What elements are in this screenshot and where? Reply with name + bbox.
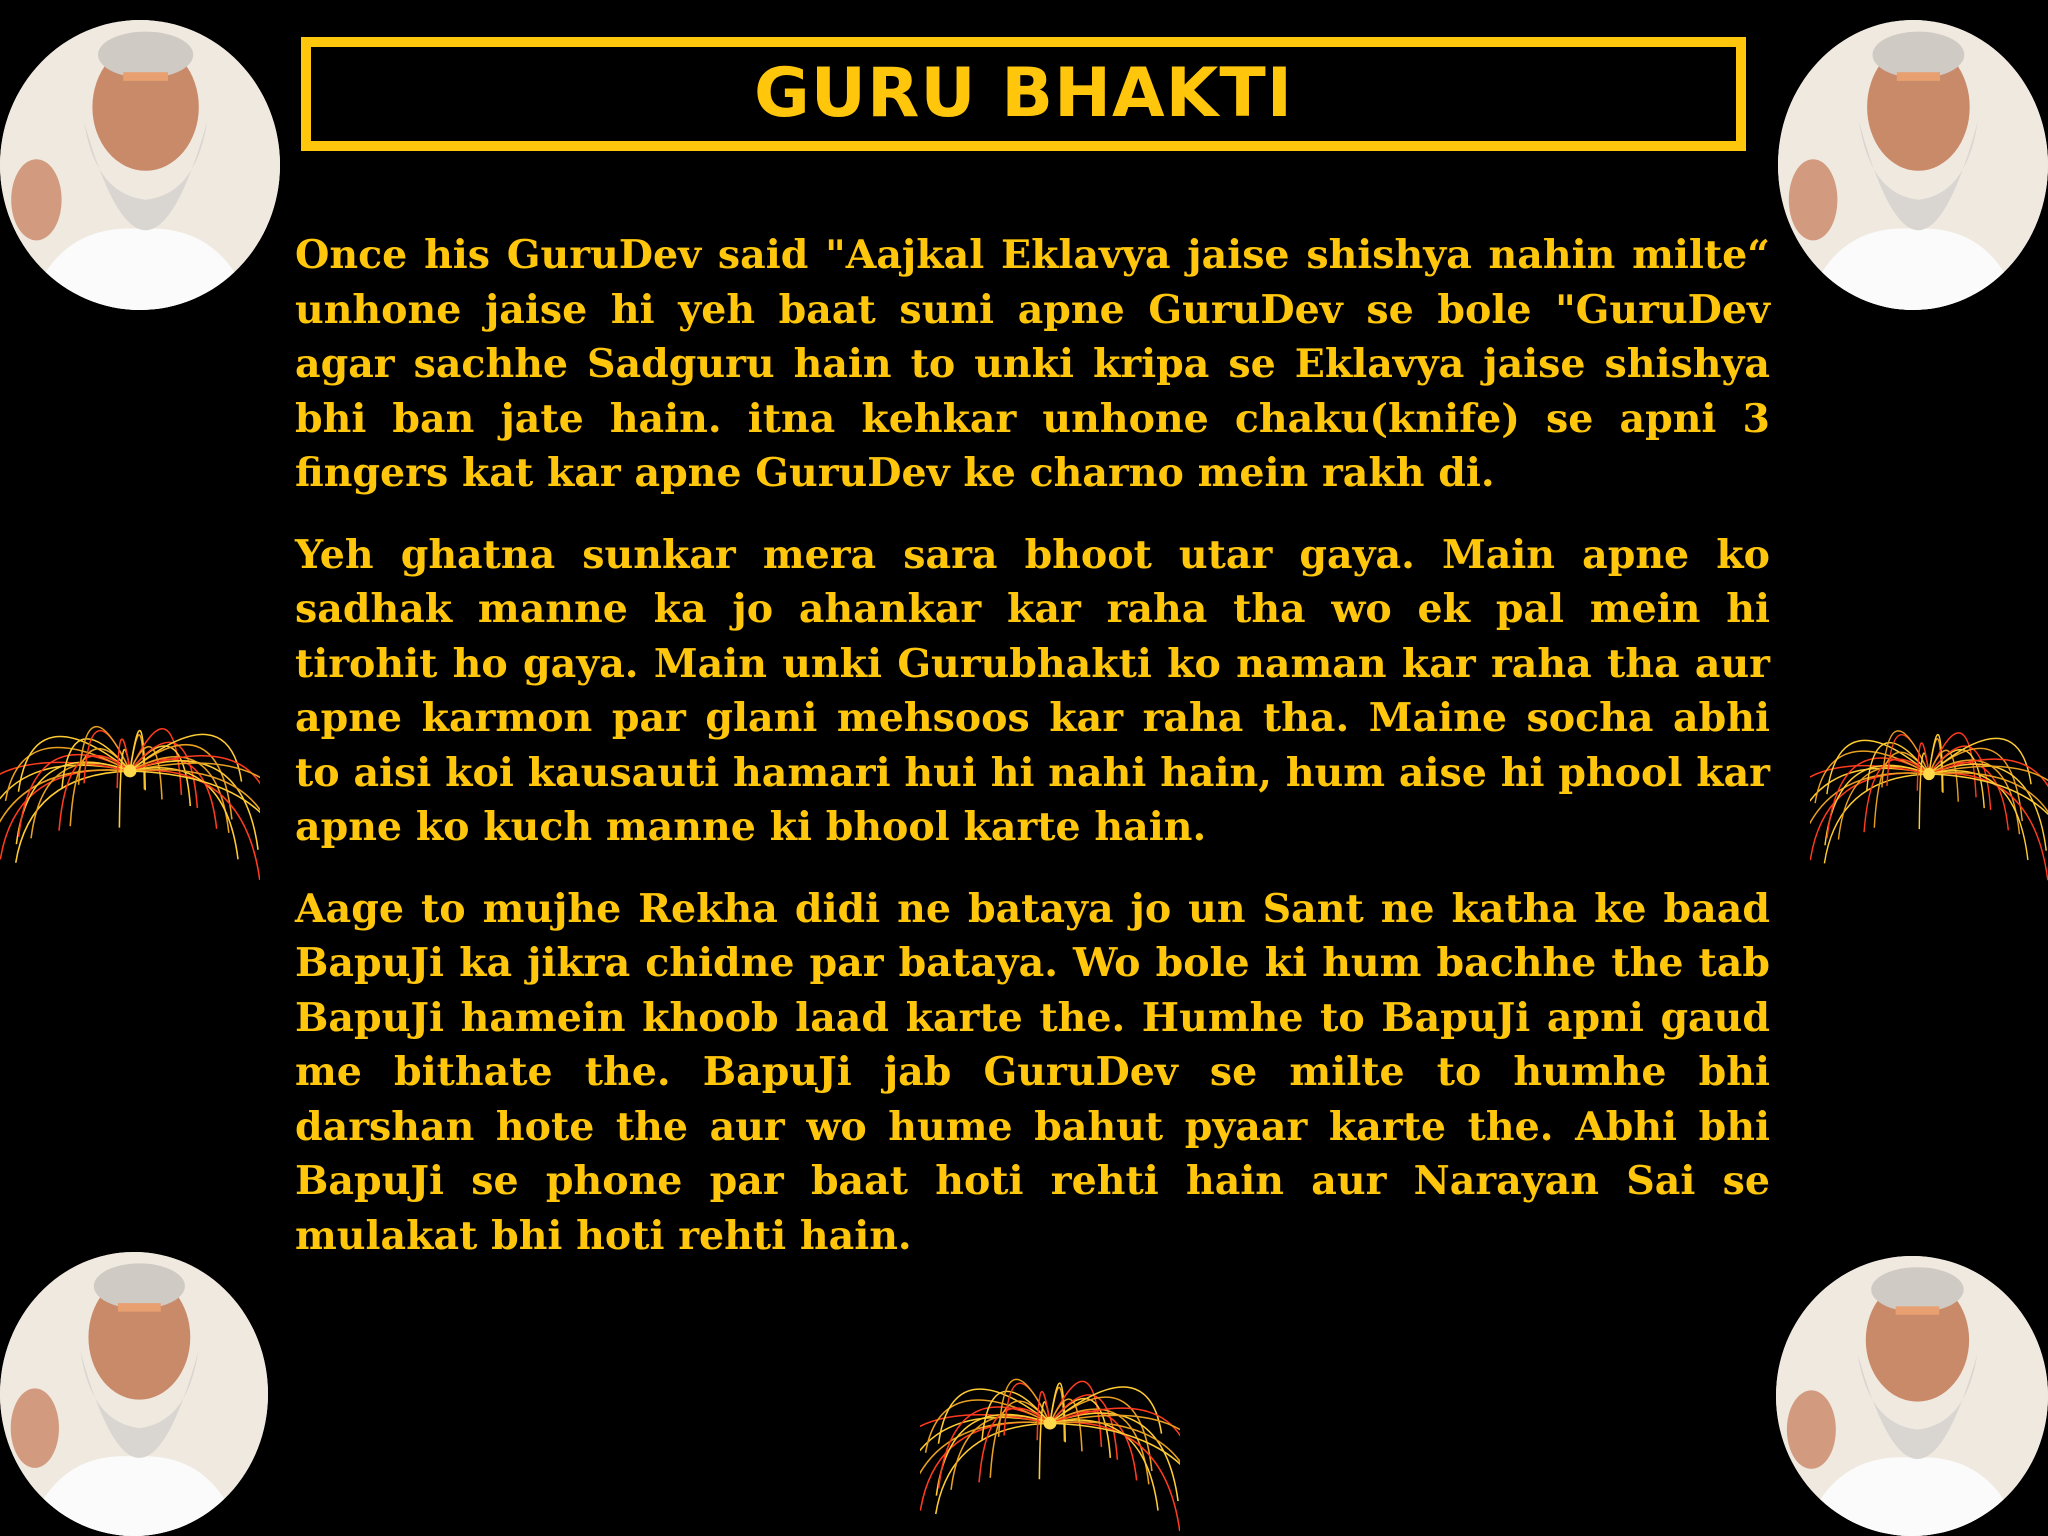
guru-portrait-icon [1776,1256,2048,1536]
firework-burst-icon [0,695,260,885]
title-banner [301,37,1746,151]
guru-portrait-icon [1778,20,2048,310]
paragraph-1: Once his GuruDev said "Aajkal Eklavya jaise shishya nahin milte“ unhone jaise hi yeh baat suni apne GuruDev se bole "GuruDev agar sachhe Sadguru hain to unki kripa se Eklavya jaise shishya bhi ban jate hain. itna kehkar unhone chaku(knife) se apni 3 fingers kat kar apne GuruDev ke charno mein rakh di. [295,232,1770,496]
story-text [295,228,1770,1290]
page-title: GURU BHAKTI [753,54,1294,133]
firework-burst-icon [920,1348,1180,1536]
firework-burst-icon [1810,700,2048,885]
guru-portrait-icon [0,20,280,310]
guru-portrait-icon [0,1252,268,1536]
paragraph-2: Yeh ghatna sunkar mera sara bhoot utar gaya. Main apne ko sadhak manne ka jo ahankar kar raha tha wo ek pal mein hi tirohit ho gaya. Main unki Gurubhakti ko naman kar raha tha aur apne karmon par glani mehsoos kar raha tha. Maine socha abhi to aisi koi kausauti hamari hui hi nahi hain, hum aise hi phool kar apne ko kuch manne ki bhool karte hain. [295,531,1770,850]
paragraph-3: Aage to mujhe Rekha didi ne bataya jo un Sant ne katha ke baad BapuJi ka jikra chidne par bataya. Wo bole ki hum bachhe the tab BapuJi hamein khoob laad karte the. Humhe to BapuJi apni gaud me bithate the. BapuJi jab GuruDev se milte to humhe bhi darshan hote the aur wo hume bahut pyaar karte the. Abhi bhi BapuJi se phone par baat hoti rehti hain aur Narayan Sai se mulakat bhi hoti rehti hain. [295,885,1770,1259]
